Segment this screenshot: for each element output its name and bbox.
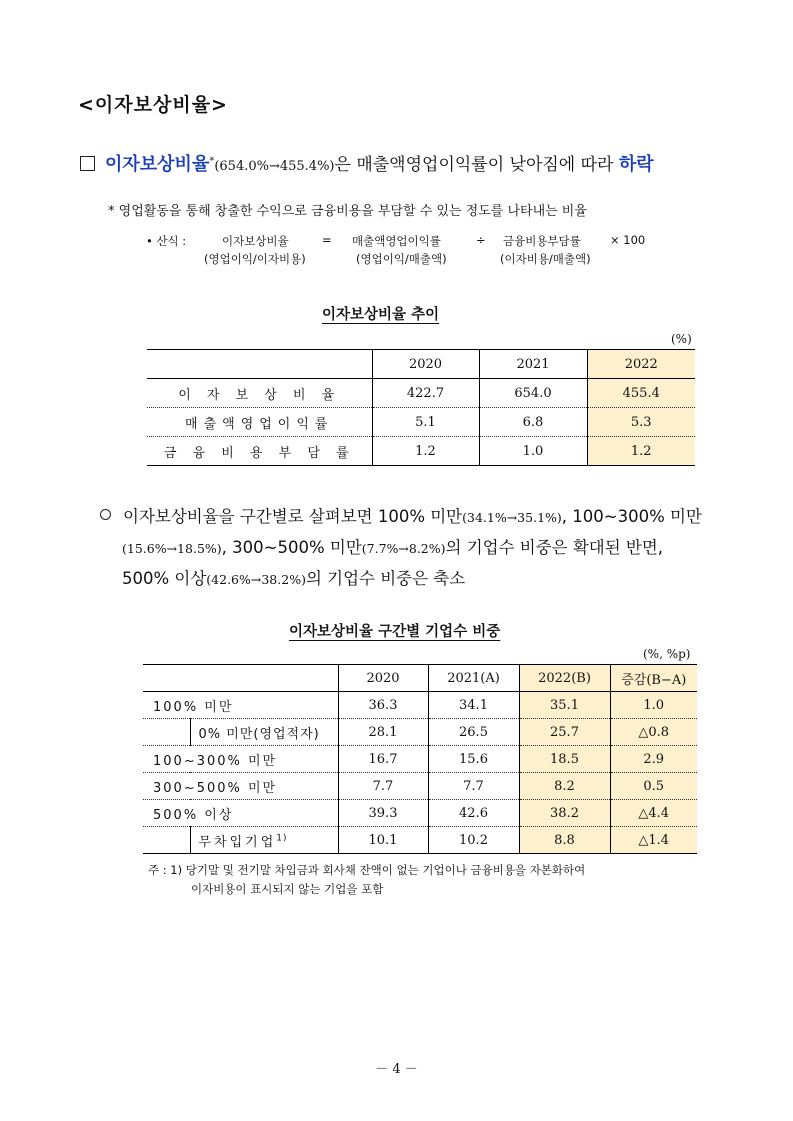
cell-value: 36.3 xyxy=(338,692,428,719)
table-row xyxy=(143,719,697,746)
formula-sub2: (영업이익/매출액) xyxy=(356,252,447,266)
paragraph-detail: (15.6%→18.5%) xyxy=(122,541,222,556)
interest-coverage-distribution-table xyxy=(143,664,697,854)
cell-value: △0.8 xyxy=(610,719,697,746)
row-label xyxy=(190,827,338,854)
formula-label: • 산식 : xyxy=(146,234,187,248)
cell-value: 25.7 xyxy=(519,719,610,746)
table-header-row xyxy=(147,350,695,379)
paragraph-detail: (34.1%→35.1%) xyxy=(462,510,562,525)
paragraph-text: 500% 이상 xyxy=(122,569,207,588)
row-label: 300~500% 미만 xyxy=(143,773,338,800)
paragraph-text: 이자보상비율을 구간별로 살펴보면 100% 미만 xyxy=(123,507,463,526)
cell-value: 2.9 xyxy=(610,746,697,773)
header-year: 2020 xyxy=(372,350,479,379)
cell-value: 7.7 xyxy=(338,773,428,800)
table-note xyxy=(148,861,585,899)
cell-value: 5.1 xyxy=(372,408,479,437)
cell-value: 26.5 xyxy=(428,719,519,746)
row-label: 100% 미만 xyxy=(143,692,338,719)
cell-value: 654.0 xyxy=(479,379,587,408)
cell-value: 10.1 xyxy=(338,827,428,854)
table1-title: 이자보상비율 추이 xyxy=(322,307,440,323)
header-cell: 2021(A) xyxy=(428,665,519,692)
page-number: － 4 － xyxy=(375,1062,418,1077)
cell-value: △4.4 xyxy=(610,800,697,827)
table2-title: 이자보상비율 구간별 기업수 비중 xyxy=(289,624,501,640)
row-label: 500% 이상 xyxy=(143,800,338,827)
table-row xyxy=(147,408,695,437)
table-row xyxy=(143,827,697,854)
formula-term2: 매출액영업이익률 xyxy=(352,234,441,248)
cell-value: 7.7 xyxy=(428,773,519,800)
cell-value: 1.2 xyxy=(372,437,479,466)
headline xyxy=(80,150,654,176)
table-row xyxy=(143,746,697,773)
formula-div: ÷ xyxy=(476,233,486,247)
cell-value: 34.1 xyxy=(428,692,519,719)
headline-detail: (654.0%→455.4%) xyxy=(214,159,335,174)
cell-value: 5.3 xyxy=(587,408,695,437)
table1-unit: (%) xyxy=(671,332,692,346)
paragraph-text: 의 기업수 비중은 축소 xyxy=(305,569,466,588)
headline-term: 이자보상비율 xyxy=(105,154,210,175)
formula-sub1: (영업이익/이자비용) xyxy=(204,252,306,266)
table2-unit: (%, %p) xyxy=(643,647,691,661)
paragraph-text: 의 기업수 비중은 확대된 반면, xyxy=(445,538,664,557)
paragraph-line xyxy=(100,502,740,533)
cell-value: 1.2 xyxy=(587,437,695,466)
indent-blank xyxy=(143,719,190,746)
paragraph-text: , 300~500% 미만 xyxy=(221,538,362,557)
header-cell: 2022(B) xyxy=(519,665,610,692)
headline-trend: 하락 xyxy=(618,154,654,175)
row-label: 금 융 비 용 부 담 률 xyxy=(163,445,355,461)
row-label: 100~300% 미만 xyxy=(143,746,338,773)
header-year: 2022 xyxy=(587,350,695,379)
paragraph-line xyxy=(100,533,740,564)
header-blank xyxy=(143,665,338,692)
cell-value: 6.8 xyxy=(479,408,587,437)
cell-value: 28.1 xyxy=(338,719,428,746)
cell-value: 0.5 xyxy=(610,773,697,800)
footnote-marker: 1) xyxy=(276,833,288,844)
indent-blank xyxy=(143,827,190,854)
paragraph-line xyxy=(100,564,740,595)
header-blank xyxy=(147,350,372,379)
summary-paragraph xyxy=(100,502,740,595)
formula-eq: = xyxy=(322,233,332,247)
cell-value: 422.7 xyxy=(372,379,479,408)
row-label: 매출액영업이익률 xyxy=(147,408,372,437)
row-label: 0% 미만(영업적자) xyxy=(190,719,338,746)
cell-value: 8.8 xyxy=(519,827,610,854)
cell-value: △1.4 xyxy=(610,827,697,854)
note-line: 이자비용이 표시되지 않는 기업을 포함 xyxy=(191,882,384,896)
table-header-row xyxy=(143,665,697,692)
cell-value: 15.6 xyxy=(428,746,519,773)
cell-value: 1.0 xyxy=(479,437,587,466)
table-row xyxy=(147,379,695,408)
checkbox-square-icon xyxy=(80,156,95,171)
table-row xyxy=(143,800,697,827)
circle-bullet-icon xyxy=(100,509,111,520)
formula-sub3: (이자비용/매출액) xyxy=(500,252,591,266)
section-title: <이자보상비율> xyxy=(78,94,228,116)
cell-value: 42.6 xyxy=(428,800,519,827)
cell-value: 1.0 xyxy=(610,692,697,719)
row-label: 이 자 보 상 비 율 xyxy=(147,379,372,408)
footnote: * 영업활동을 통해 창출한 수익으로 금융비용을 부담할 수 있는 정도를 나타내는 비율 xyxy=(108,204,587,219)
header-cell: 증감(B−A) xyxy=(610,665,697,692)
table-row xyxy=(147,437,695,466)
formula-times: × 100 xyxy=(610,233,646,247)
paragraph-detail: (7.7%→8.2%) xyxy=(361,541,446,556)
note-line: 주 : 1) 당기말 및 전기말 차입금과 회사채 잔액이 없는 기업이나 금융비용을 자본화하여 xyxy=(148,863,586,877)
interest-coverage-trend-table xyxy=(147,349,695,466)
table-row xyxy=(143,692,697,719)
formula-term1: 이자보상비율 xyxy=(222,234,289,248)
cell-value: 10.2 xyxy=(428,827,519,854)
table-row xyxy=(143,773,697,800)
cell-value: 16.7 xyxy=(338,746,428,773)
header-cell: 2020 xyxy=(338,665,428,692)
header-year: 2021 xyxy=(479,350,587,379)
cell-value: 8.2 xyxy=(519,773,610,800)
row-label-text: 무차입기업 xyxy=(198,834,277,850)
cell-value: 39.3 xyxy=(338,800,428,827)
cell-value: 18.5 xyxy=(519,746,610,773)
cell-value: 38.2 xyxy=(519,800,610,827)
paragraph-text: , 100~300% 미만 xyxy=(561,507,702,526)
headline-star: * xyxy=(209,155,215,167)
paragraph-detail: (42.6%→38.2%) xyxy=(206,572,306,587)
cell-value: 35.1 xyxy=(519,692,610,719)
cell-value: 455.4 xyxy=(587,379,695,408)
headline-text: 은 매출액영업이익률이 낮아짐에 따라 xyxy=(334,155,619,175)
formula-term3: 금융비용부담률 xyxy=(503,234,581,248)
